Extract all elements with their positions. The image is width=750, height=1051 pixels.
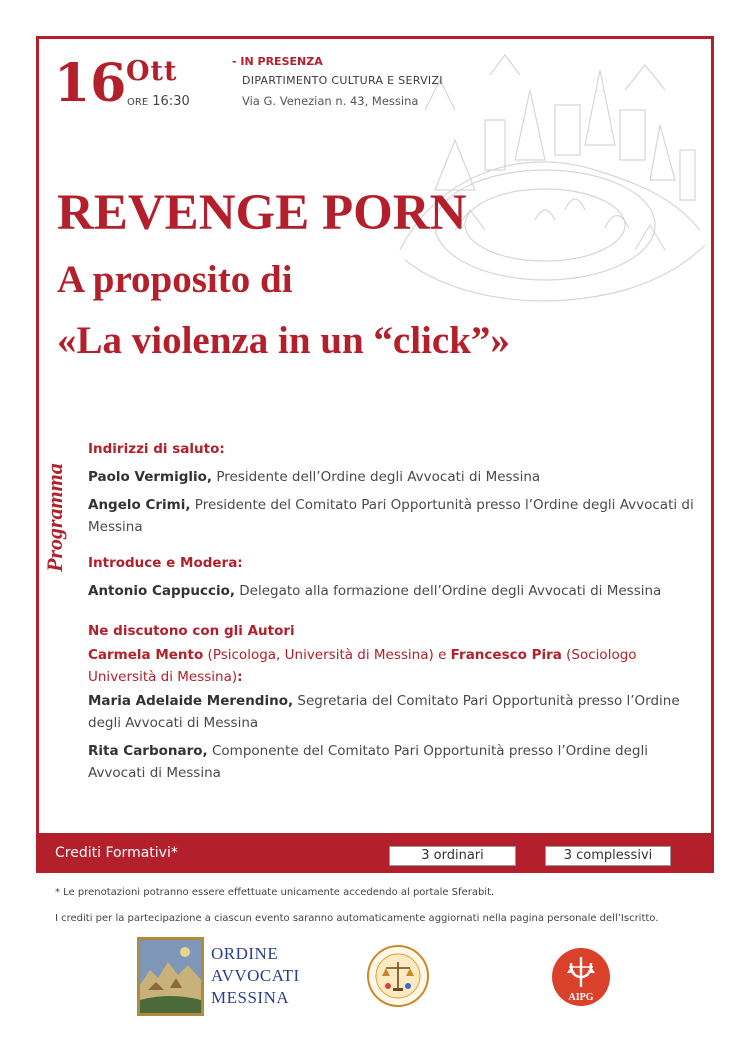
event-title: REVENGE PORN — [57, 185, 467, 241]
event-mode: - IN PRESENZA — [232, 55, 323, 68]
venue-info — [232, 54, 492, 110]
ordine-emblem-icon — [137, 937, 204, 1016]
speaker-role: Delegato alla formazione dell’Ordine degli Avvocati di Messina — [235, 583, 662, 599]
program-section — [88, 438, 698, 784]
footnote-credits: I crediti per la partecipazione a ciascun evento saranno automaticamente aggiornati nella pagina personale dell’Iscritto. — [55, 913, 659, 924]
discussants-heading: Ne discutono con gli Autori — [88, 623, 295, 639]
ordine-avvocati-logo — [137, 937, 307, 1017]
author-name: Francesco Pira — [450, 647, 562, 663]
discussant-item — [88, 740, 698, 784]
speaker-role: Presidente dell’Ordine degli Avvocati di Messina — [212, 469, 541, 485]
aipg-logo-text: AIPG — [568, 992, 594, 1003]
event-month: Ott — [126, 56, 178, 87]
programma-label: Programma — [42, 463, 67, 572]
greeting-item — [88, 494, 698, 538]
event-day: 16 — [54, 53, 127, 114]
credits-ordinari: 3 ordinari — [389, 846, 516, 866]
comitato-pari-opportunita-logo-icon — [366, 944, 430, 1008]
credits-bar — [36, 833, 714, 873]
event-subtitle-line1: A proposito di — [57, 258, 293, 301]
speaker-name: Maria Adelaide Merendino, — [88, 693, 294, 709]
credits-label: Crediti Formativi* — [55, 845, 178, 861]
aipg-logo-icon — [551, 947, 611, 1007]
greetings-heading: Indirizzi di saluto: — [88, 441, 225, 457]
moderator-heading: Introduce e Modera: — [88, 555, 243, 571]
speaker-name: Paolo Vermiglio, — [88, 469, 213, 485]
author-role: (Sociologo Università di Messina) — [88, 647, 637, 685]
authors-line: Carmela Mento (Psicologa, Università di Messina) e Francesco Pira (Sociologo Università di Messina): — [88, 647, 637, 685]
speaker-name: Rita Carbonaro, — [88, 743, 208, 759]
venue-name: DIPARTIMENTO CULTURA E SERVIZI — [242, 74, 443, 87]
speaker-role: Componente del Comitato Pari Opportunità presso l’Ordine degli Avvocati di Messina — [88, 743, 648, 781]
event-subtitle-line2: «La violenza in un “click”» — [57, 319, 510, 362]
author-name: Carmela Mento — [88, 647, 204, 663]
speaker-role: Presidente del Comitato Pari Opportunità presso l’Ordine degli Avvocati di Messina — [88, 497, 694, 535]
moderator-item — [88, 580, 698, 602]
speaker-role: Segretaria del Comitato Pari Opportunità presso l’Ordine degli Avvocati di Messina — [88, 693, 680, 731]
credits-complessivi: 3 complessivi — [545, 846, 671, 866]
ordine-logo-text: ORDINE AVVOCATI MESSINA — [211, 944, 300, 1007]
venue-address: Via G. Venezian n. 43, Messina — [242, 94, 419, 108]
discussant-item — [88, 690, 698, 734]
event-time-value: 16:30 — [152, 94, 190, 109]
speaker-name: Antonio Cappuccio, — [88, 583, 235, 599]
event-time — [127, 94, 190, 111]
footnote-booking: * Le prenotazioni potranno essere effettuate unicamente accedendo al portale Sferabit. — [55, 887, 495, 898]
speaker-name: Angelo Crimi, — [88, 497, 191, 513]
author-role: (Psicologa, Università di Messina) e — [203, 647, 451, 663]
greeting-item — [88, 466, 698, 488]
event-time-prefix: ORE — [127, 97, 149, 108]
event-date — [54, 53, 214, 116]
